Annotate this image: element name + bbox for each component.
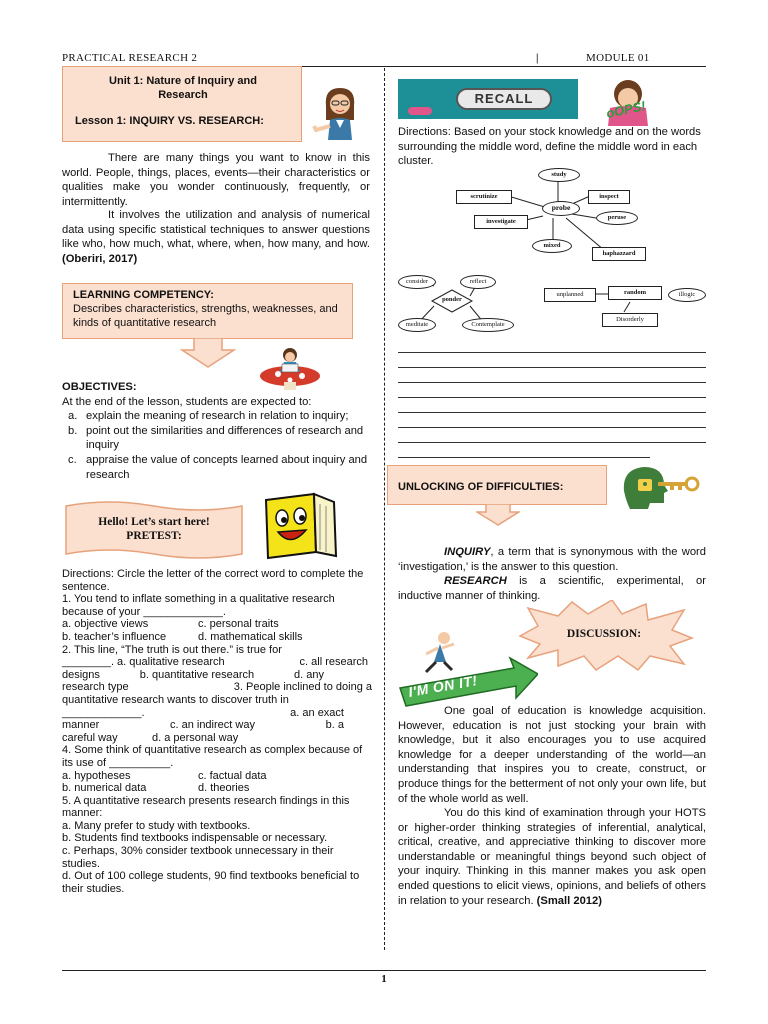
question-3-line: quantitative research wants to discover truth in [62, 693, 289, 706]
objective-letter: b. [68, 424, 78, 437]
cluster-center-word: ponder [442, 296, 462, 303]
header-left: PRACTICAL RESEARCH 2 [62, 52, 198, 64]
option: b. teacher’s influence [62, 630, 167, 643]
answer-line [398, 367, 706, 368]
question-4-options-row2 [62, 782, 372, 795]
question-2-line1 [62, 656, 372, 669]
discussion-citation: (Small 2012) [536, 894, 602, 907]
competency-arrow [180, 338, 236, 368]
footer-rule [62, 970, 706, 971]
cluster-center-word: probe [542, 201, 580, 216]
question-5: 5. A quantitative research presents research findings in this manner: [62, 794, 350, 820]
answer-line [398, 457, 650, 458]
option: b. numerical data [62, 782, 147, 795]
intro-paragraph-1: There are many things you want to know in this world. People, things, places, events—their characteristics or qualities make you wonder continuously, frequently, or intermittently. [62, 152, 370, 208]
objective-letter: c. [68, 453, 77, 466]
head-key-icon [618, 463, 700, 511]
option: b. Students find textbooks indispensable or necessary. [62, 832, 328, 845]
cluster-word: inspect [588, 190, 630, 204]
header-right: MODULE 01 [586, 52, 650, 64]
answer-line [398, 442, 706, 443]
competency-box [62, 283, 353, 339]
competency-text: Describes characteristics, strengths, weaknesses, and kinds of quantitative research [73, 303, 338, 329]
inquiry-term: INQUIRY [444, 546, 491, 558]
objective-letter: a. [68, 410, 78, 423]
option: research type [62, 681, 129, 694]
page-number: 1 [381, 973, 387, 985]
question-2: 2. This line, “The truth is out there.” is true for [62, 643, 282, 656]
intro-citation: (Oberiri, 2017) [62, 252, 138, 265]
discussion-p2-text: You do this kind of examination through your HOTS or higher-order thinking strategies of inferential, analytical, critical, creative, and appreciative thinking to discover more understandable or meaningful things beyond such object of your inquiry. Thinking in this manner makes you ask open ended questions to elicit views, opinions, and beliefs of others in relation to your research. [398, 807, 706, 907]
objectives-title: OBJECTIVES: [62, 381, 137, 393]
pretest-greeting: Hello! Let’s start here! [98, 516, 210, 528]
objective-item [62, 453, 372, 482]
recall-banner [398, 79, 578, 119]
question-1: 1. You tend to inflate something in a qualitative research because of your _____________. [62, 593, 335, 618]
objective-item [62, 424, 372, 453]
option: d. mathematical skills [198, 630, 303, 643]
option: a. an exact [290, 706, 344, 719]
discussion-title: DISCUSSION: [566, 628, 642, 640]
recall-decor [408, 107, 432, 115]
objectives-section [62, 380, 372, 482]
question-3-line2 [62, 707, 372, 720]
objective-item [62, 409, 372, 424]
teacher-avatar-icon [310, 84, 366, 142]
cluster-word: meditate [398, 318, 436, 332]
competency-title: LEARNING COMPETENCY: [73, 289, 214, 301]
option: c. Perhaps, 30% consider textbook unnecessary in their studies. [62, 845, 334, 870]
running-man-icon [398, 628, 538, 708]
objective-text: explain the meaning of research in relation to inquiry; [86, 410, 349, 423]
inquiry-definition [398, 545, 706, 574]
option: a. hypotheses [62, 769, 131, 782]
question-2-line2 [62, 669, 372, 682]
option: _____________. [62, 706, 145, 719]
cluster-word: haphazzard [592, 247, 646, 261]
cluster-word: study [538, 168, 580, 182]
answer-line [398, 427, 706, 428]
answer-line [398, 382, 706, 383]
option: c. all research [299, 656, 368, 669]
intro-paragraph-2 [62, 208, 370, 266]
answer-line [398, 412, 706, 413]
pretest-body [62, 568, 372, 895]
option: d. Out of 100 college students, 90 find textbooks beneficial to their studies. [62, 870, 360, 895]
unlocking-box [387, 465, 607, 505]
unlocking-title: UNLOCKING OF DIFFICULTIES: [398, 481, 564, 493]
cluster-word: illogic [668, 288, 706, 302]
cluster-word: scrutinize [456, 190, 512, 204]
objective-text: appraise the value of concepts learned about inquiry and research [86, 453, 368, 481]
recall-directions: Directions: Based on your stock knowledge and on the words surrounding the middle word, define the middle word in each cluster. [398, 126, 701, 168]
oops-character-icon [598, 76, 658, 126]
cluster-word: mixed [532, 239, 572, 253]
question-4-options-row1 [62, 770, 372, 783]
lesson-title: Lesson 1: INQUIRY VS. RESEARCH: [75, 115, 264, 127]
option: d. any [294, 668, 324, 681]
question-2-line3 [62, 681, 372, 694]
discussion-paragraph-2 [398, 806, 706, 908]
question-3-line4 [62, 732, 372, 745]
question-1-options-row1 [62, 618, 372, 631]
cluster-word: unplanned [544, 288, 596, 302]
cluster-word: consider [398, 275, 436, 289]
cluster-word: Contemplate [462, 318, 514, 332]
smiling-book-icon [258, 490, 344, 562]
option: ________. a. qualitative research [62, 656, 225, 669]
pretest-directions: Directions: Circle the letter of the correct word to complete the sentence. [62, 568, 364, 593]
header-separator: | [536, 52, 539, 64]
option: a. objective views [62, 618, 149, 631]
cluster-word: Disorderly [602, 313, 658, 327]
question-3-line3 [62, 719, 372, 732]
question-4: 4. Some think of quantitative research as complex because of its use of __________. [62, 744, 363, 769]
cluster-word: peruse [596, 211, 638, 225]
option: designs [62, 668, 100, 681]
inquiry-text: , a term that is synonymous with the word ‘investigation,’ is the answer to this question. [398, 546, 706, 573]
discussion-paragraph-1: One goal of education is knowledge acquisition. However, education is not just stocking your brain with knowledge, but it also encourages you to use acquired knowledge for a deeper understanding of the world—an understanding that inspires you to create, construct, or produce things for the betterment of not only your own life, but of the whole world as well. [398, 705, 706, 805]
oops-text: oOPS! [604, 98, 647, 121]
research-term: RESEARCH [444, 575, 507, 587]
option: c. personal traits [198, 618, 279, 631]
option: b. quantitative research [139, 668, 255, 681]
unit-title: Unit 1: Nature of Inquiry and Research [109, 75, 257, 101]
unit-lesson-box [62, 66, 302, 142]
cluster-word: investigate [474, 215, 528, 229]
research-text: is a scientific, experimental, or inductive manner of thinking. [398, 575, 706, 602]
question-3: 3. People inclined to doing a [233, 681, 372, 694]
option: careful way [62, 731, 118, 744]
column-divider [384, 68, 385, 950]
unlocking-arrow [476, 504, 520, 526]
answer-line [398, 352, 706, 353]
question-1-options-row2 [62, 631, 372, 644]
option: d. theories [198, 782, 250, 795]
objectives-intro: At the end of the lesson, students are expected to: [62, 395, 312, 408]
im-on-it-text: I'M ON IT! [407, 672, 479, 700]
option: d. a personal way [152, 731, 239, 744]
objective-text: point out the similarities and differences of research and inquiry [86, 424, 364, 452]
option: c. an indirect way [169, 719, 255, 732]
answer-line [398, 397, 706, 398]
option: manner [62, 719, 100, 732]
pretest-title: PRETEST: [126, 530, 182, 542]
intro-p2-text: It involves the utilization and analysis of numerical data using specific statistical techniques to answer questions like who, how much, what, where, when, how many, and how. [62, 209, 370, 251]
option: a. Many prefer to study with textbooks. [62, 819, 251, 832]
pretest-banner [64, 515, 244, 543]
option: c. factual data [198, 769, 267, 782]
option: b. a [325, 719, 344, 732]
recall-label: RECALL [456, 88, 552, 110]
cluster-center-word: random [608, 286, 662, 300]
cluster-word: reflect [460, 275, 496, 289]
research-definition [398, 574, 706, 603]
